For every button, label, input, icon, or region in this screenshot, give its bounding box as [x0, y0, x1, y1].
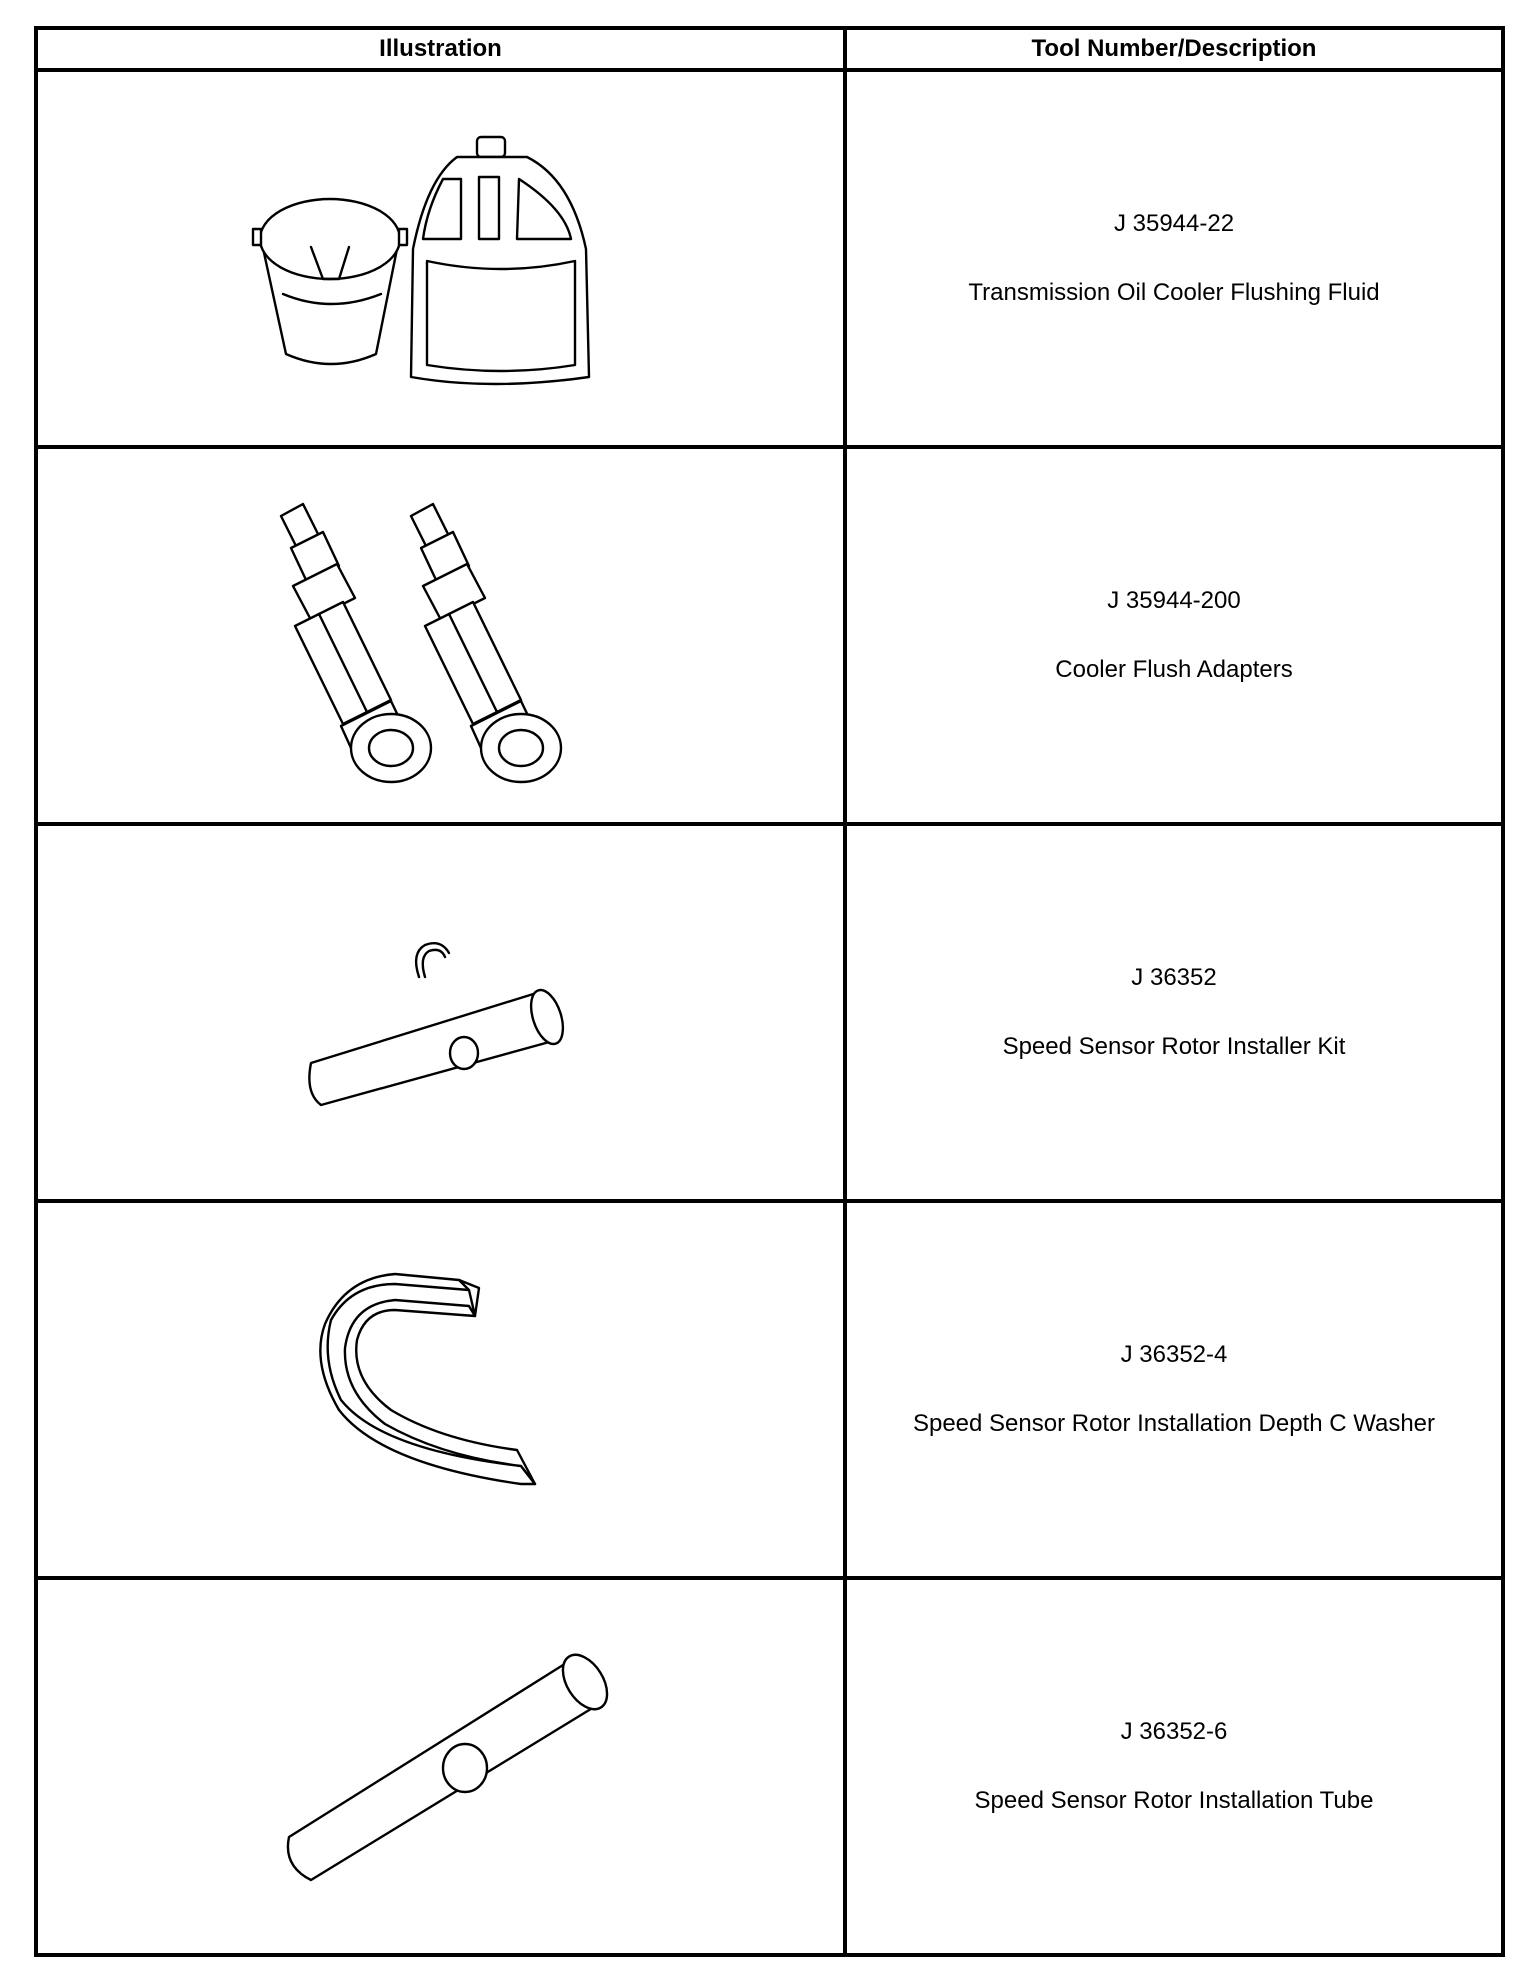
tool-number: J 36352-6	[1120, 1717, 1228, 1745]
header-row	[36, 28, 1503, 70]
tool-number: J 35944-22	[1113, 209, 1235, 237]
tool-description: Speed Sensor Rotor Installer Kit	[1002, 1032, 1346, 1060]
illustration-cell	[36, 824, 845, 1201]
description-cell	[845, 447, 1503, 824]
tool-description: Speed Sensor Rotor Installation Tube	[974, 1786, 1374, 1814]
flush-adapter-left	[281, 504, 431, 782]
c-washer-drawing	[291, 1270, 591, 1510]
illustration-cell	[36, 447, 845, 824]
tool-number: J 36352-4	[1120, 1340, 1228, 1368]
tool-number: J 36352	[1131, 963, 1217, 991]
description-cell	[845, 1578, 1503, 1955]
column-header-illustration: Illustration	[36, 28, 845, 70]
table-row	[36, 824, 1503, 1201]
table-row	[36, 1578, 1503, 1955]
flush-adapters-drawing	[261, 486, 621, 786]
flush-adapter-right	[411, 504, 561, 782]
column-header-tool: Tool Number/Description	[845, 28, 1503, 70]
installation-tube-drawing	[271, 1642, 611, 1892]
tool-description: Transmission Oil Cooler Flushing Fluid	[968, 278, 1380, 306]
table-row	[36, 447, 1503, 824]
illustration-cell	[36, 70, 845, 447]
illustration-cell	[36, 1578, 845, 1955]
bucket-and-jug-drawing	[231, 129, 651, 389]
description-cell	[845, 824, 1503, 1201]
illustration-cell	[36, 1201, 845, 1578]
description-cell	[845, 1201, 1503, 1578]
table-row	[36, 70, 1503, 447]
description-cell	[845, 70, 1503, 447]
special-tools-table	[34, 26, 1505, 1957]
tool-description: Speed Sensor Rotor Installation Depth C Washer	[912, 1409, 1436, 1437]
table-row	[36, 1201, 1503, 1578]
tool-description: Cooler Flush Adapters	[1055, 655, 1293, 683]
tool-number: J 35944-200	[1107, 586, 1241, 614]
installer-kit-drawing	[291, 913, 591, 1113]
